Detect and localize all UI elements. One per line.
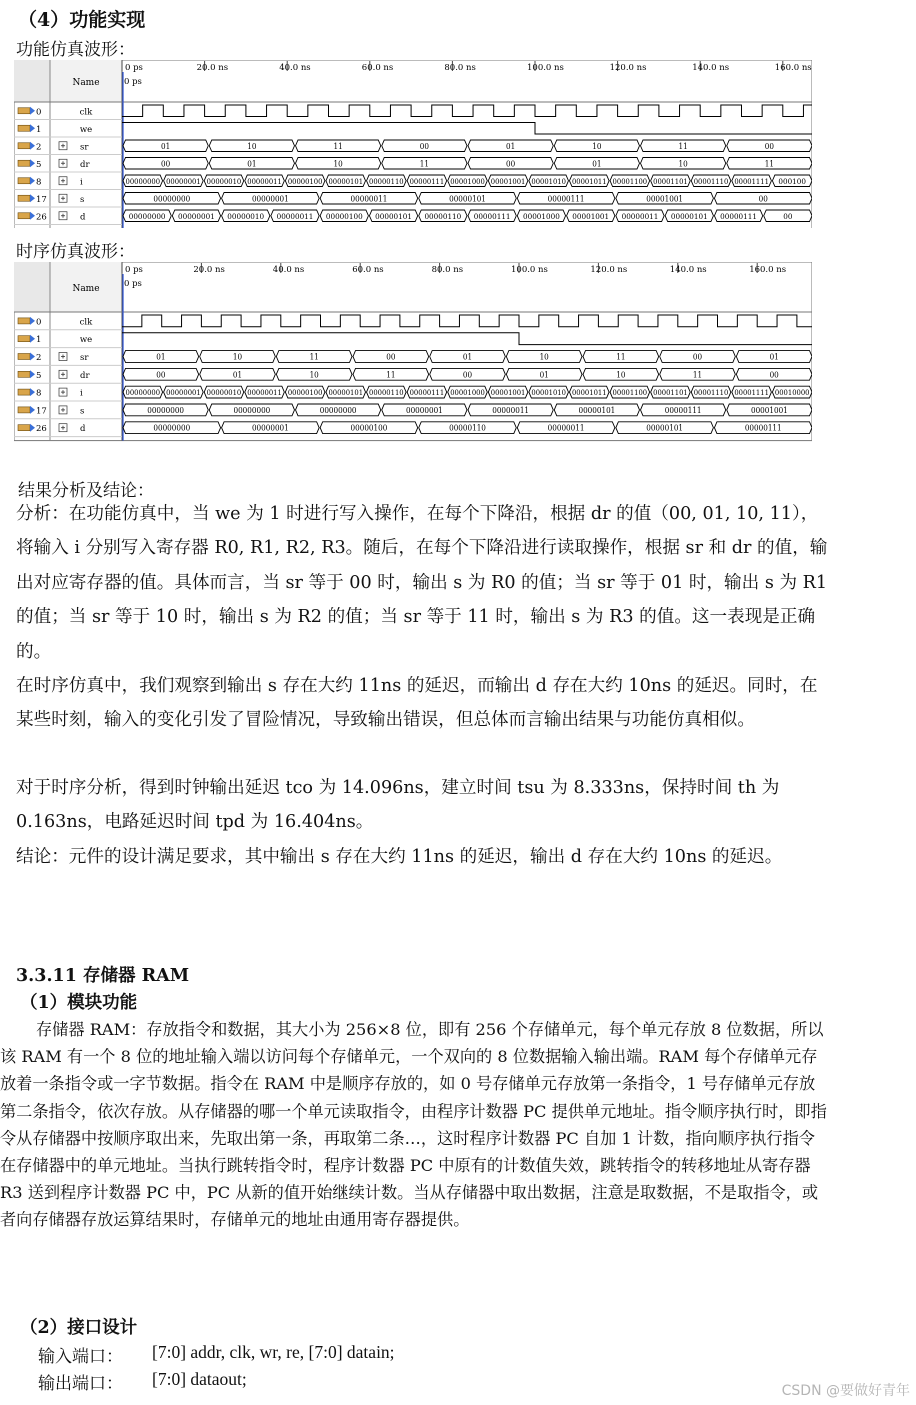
timing-waveform <box>14 262 812 444</box>
row-index: 17 <box>36 194 47 205</box>
row-index: 0 <box>36 107 42 118</box>
bus-value-label: 00000111 <box>473 212 511 221</box>
bus-value-label: 00000111 <box>409 389 445 398</box>
bus-value-label: 00000000 <box>125 177 161 186</box>
cursor-time-label: 0 ps <box>124 77 142 87</box>
pin-icon <box>18 143 30 149</box>
bus-value-label: 00000100 <box>350 423 388 433</box>
row-index: 5 <box>36 159 42 170</box>
output-ports-label: 输出端口： <box>38 1374 123 1394</box>
pin-icon <box>18 336 30 342</box>
bus-value-label: 00000000 <box>319 405 357 415</box>
bus-value-label: 10 <box>309 370 319 380</box>
bus-value-label: 00000010 <box>206 389 242 398</box>
signal-name: s <box>80 406 85 417</box>
bus-value-label: 00000011 <box>247 177 282 186</box>
bus-value-label: 00 <box>769 370 779 380</box>
bus-value-label: 00000001 <box>178 212 215 221</box>
bus-value-label: 00001000 <box>450 177 485 186</box>
bus-value-label: 01 <box>156 352 166 362</box>
bus-value-label: 11 <box>419 159 429 169</box>
time-tick-label: 120.0 ns <box>590 265 628 275</box>
bus-value-label: 10 <box>592 141 602 151</box>
functional-waveform-svg <box>14 60 812 228</box>
bus-value-label: 10 <box>539 352 549 362</box>
bus-value-label: 00000000 <box>153 194 191 204</box>
bus-value-label: 00 <box>161 159 171 169</box>
signal-name: we <box>79 335 93 346</box>
bus-value-label: 00000001 <box>251 423 289 433</box>
bus-value-label: 10 <box>616 370 626 380</box>
bus-value-label: 00000111 <box>744 423 782 433</box>
bus-value-label: 01 <box>506 141 516 151</box>
pin-icon <box>18 354 30 360</box>
row-index: 5 <box>36 370 42 381</box>
bus-value-label: 00000011 <box>547 423 585 433</box>
bus-value-label: 00001000 <box>523 212 560 221</box>
signal-name: i <box>80 177 83 188</box>
bus-value-label: 00 <box>386 352 396 362</box>
bus-value-label: 00001011 <box>571 177 607 186</box>
signal-name: d <box>80 424 86 435</box>
bus-value-label: 00 <box>506 159 516 169</box>
time-tick-label: 140.0 ns <box>692 63 730 73</box>
row-index: 17 <box>36 406 47 417</box>
row-index: 8 <box>36 388 42 399</box>
bus-value-label: 00001110 <box>693 177 729 186</box>
pin-icon <box>18 108 30 114</box>
time-tick-label: 60.0 ns <box>361 63 394 73</box>
pin-icon <box>18 160 30 166</box>
timing-waveform-caption: 时序仿真波形： <box>16 242 135 262</box>
time-tick-label: 140.0 ns <box>669 265 707 275</box>
name-column-header: Name <box>72 284 100 294</box>
time-tick-label: 160.0 ns <box>774 63 812 73</box>
bus-value-label: 00000000 <box>153 423 191 433</box>
pin-icon <box>18 213 30 219</box>
bus-value-label: 00001010 <box>531 177 566 186</box>
bus-value-label: 00000000 <box>147 405 185 415</box>
bus-value-label: 00 <box>462 370 473 380</box>
time-tick-label: 20.0 ns <box>196 63 229 73</box>
signal-name: s <box>80 194 85 205</box>
bus-value-label: 00010000 <box>774 389 810 398</box>
bus-value-label: 00000001 <box>405 405 443 415</box>
bus-value-label: 00000111 <box>664 405 702 415</box>
bus-value-label: 01 <box>247 159 257 169</box>
pin-icon <box>18 425 30 431</box>
pin-icon <box>18 178 30 184</box>
bus-value-label: 00000101 <box>449 194 486 204</box>
bus-value-label: 00000111 <box>720 212 757 221</box>
signal-name: i <box>80 388 83 399</box>
bus-value-label: 01 <box>769 352 779 362</box>
row-index: 1 <box>36 335 42 346</box>
bus-value-label: 00000111 <box>547 194 585 204</box>
time-tick-label: 40.0 ns <box>272 265 305 275</box>
bus-value-label: 00000000 <box>233 405 271 415</box>
header-index-cell <box>14 60 50 102</box>
bus-value-label: 00001010 <box>531 389 566 398</box>
bus-value-label: 11 <box>692 370 703 380</box>
bus-value-label: 00000101 <box>670 212 708 221</box>
bus-value-label: 00000011 <box>276 212 314 221</box>
bus-value-label: 00000110 <box>449 423 486 433</box>
bus-value-label: 00 <box>783 212 793 221</box>
csdn-watermark: CSDN @要做好青年 <box>781 1383 910 1399</box>
bus-value-label: 00001101 <box>653 389 688 398</box>
timing-waveform-svg <box>14 262 812 444</box>
bus-value-label: 10 <box>232 352 243 362</box>
cursor-time-label: 0 ps <box>124 279 142 289</box>
signal-name: clk <box>79 107 93 118</box>
row-index: 8 <box>36 177 42 188</box>
signal-name: dr <box>80 370 90 381</box>
time-tick-label: 80.0 ns <box>431 265 464 275</box>
bus-value-label: 00000110 <box>369 177 404 186</box>
time-tick-label: 0 ps <box>125 63 143 73</box>
time-tick-label: 0 ps <box>125 265 143 275</box>
bus-value-label: 01 <box>592 159 602 169</box>
module-function-heading: （1）模块功能 <box>20 993 138 1013</box>
functional-waveform-caption: 功能仿真波形： <box>16 40 135 60</box>
bus-value-label: 01 <box>161 141 171 151</box>
bus-value-label: 00000100 <box>287 177 323 186</box>
bus-value-label: 00001110 <box>693 389 729 398</box>
analysis-paragraph-3: 对于时序分析，得到时钟输出延迟 tco 为 14.096ns，建立时间 tsu 为 8.333ns，保持时间 th 为 0.163ns，电路延迟时间 tpd 为 16.404ns。 <box>16 778 780 833</box>
bus-value-label: 000100 <box>778 177 807 186</box>
signal-name: clk <box>79 317 93 328</box>
pin-icon <box>18 371 30 377</box>
bus-value-label: 00001101 <box>653 177 688 186</box>
signal-name: we <box>79 124 93 135</box>
bus-value-label: 01 <box>232 370 243 380</box>
analysis-heading: 结果分析及结论： <box>18 481 154 501</box>
time-tick-label: 40.0 ns <box>279 63 311 73</box>
row-index: 26 <box>36 424 47 435</box>
bus-value-label: 00000101 <box>328 389 364 398</box>
bus-value-label: 00000001 <box>166 389 201 398</box>
signal-name: dr <box>80 159 90 170</box>
row-index: 2 <box>36 142 42 153</box>
bus-value-label: 00000010 <box>206 177 242 186</box>
pin-icon <box>18 389 30 395</box>
output-ports-value: [7:0] dataout; <box>152 1369 247 1389</box>
signal-name: sr <box>80 142 89 153</box>
bus-value-label: 00000011 <box>247 389 282 398</box>
row-index: 2 <box>36 353 42 363</box>
time-tick-label: 100.0 ns <box>511 265 548 275</box>
bus-value-label: 00001000 <box>450 389 485 398</box>
row-index: 0 <box>36 317 42 328</box>
bus-value-label: 00001001 <box>490 389 526 398</box>
bus-value-label: 00000110 <box>369 389 404 398</box>
bus-value-label: 10 <box>678 159 688 169</box>
bus-value-label: 11 <box>309 352 319 362</box>
bus-value-label: 10 <box>333 159 343 169</box>
bus-value-label: 00001100 <box>612 389 648 398</box>
bus-value-label: 00001001 <box>750 405 788 415</box>
bus-value-label: 00000011 <box>621 212 659 221</box>
bus-value-label: 11 <box>764 159 774 169</box>
pin-icon <box>18 125 30 131</box>
bus-value-label: 00000101 <box>328 177 364 186</box>
ram-section-heading: 3.3.11 存储器 RAM <box>16 966 190 986</box>
bus-value-label: 00000100 <box>325 212 363 221</box>
row-index: 26 <box>36 212 47 223</box>
time-tick-label: 100.0 ns <box>527 63 564 73</box>
bus-value-label: 00001111 <box>734 177 769 186</box>
functional-waveform <box>14 60 812 228</box>
pin-icon <box>18 407 30 413</box>
analysis-paragraph-4: 结论：元件的设计满足要求，其中输出 s 存在大约 11ns 的延迟，输出 d 存在大约 10ns 的延迟。 <box>16 847 783 867</box>
bus-value-label: 01 <box>539 370 549 380</box>
time-tick-label: 80.0 ns <box>444 63 476 73</box>
bus-value-label: 00000010 <box>227 212 265 221</box>
bus-value-label: 11 <box>386 370 396 380</box>
bus-value-label: 00 <box>156 370 166 380</box>
bus-value-label: 00000011 <box>350 194 388 204</box>
bus-value-label: 00000101 <box>646 423 684 433</box>
input-ports-value: [7:0] addr, clk, wr, re, [7:0] datain; <box>152 1342 395 1362</box>
bus-value-label: 01 <box>462 352 473 362</box>
bus-value-label: 00 <box>419 141 429 151</box>
analysis-paragraph-2: 在时序仿真中，我们观察到输出 s 存在大约 11ns 的延迟，而输出 d 存在大约 10ns 的延迟。同时，在某些时刻，输入的变化引发了冒险情况，导致输出错误，但总体而言输出结果与功能仿真相似。 <box>16 676 818 731</box>
bus-value-label: 00000111 <box>409 177 445 186</box>
bus-value-label: 11 <box>333 141 343 151</box>
pin-icon <box>18 318 30 324</box>
bus-value-label: 00001001 <box>572 212 610 221</box>
bus-value-label: 00000101 <box>375 212 412 221</box>
bus-value-label: 00000001 <box>251 194 289 204</box>
analysis-paragraph-1: 分析：在功能仿真中，当 we 为 1 时进行写入操作，在每个下降沿，根据 dr 的值（00, 01, 10, 11），将输入 i 分别写入寄存器 R0, R1, R2, R3。随后，在每个下降沿进行读取操作，根据 sr 和 dr 的值，输出对应寄存器的值。具体而言，当 sr 等于 00 时，输出 s 为 R0 的值；当 sr 等于 01 时，输出 s 为 R1 的值；当 sr 等于 10 时，输出 s 为 R2 的值；当 sr 等于 11 时，输出 s 为 R3 的值。这一表现是正确的。 <box>16 504 828 662</box>
bus-value-label: 00000101 <box>578 405 616 415</box>
bus-value-label: 00 <box>764 141 774 151</box>
signal-name: d <box>80 212 86 223</box>
bus-value-label: 00001100 <box>612 177 648 186</box>
time-tick-label: 160.0 ns <box>749 265 787 275</box>
bus-value-label: 00001001 <box>646 194 684 204</box>
ram-description-paragraph: 存储器 RAM：存放指令和数据，其大小为 256×8 位，即有 256 个存储单元，每个单元存放 8 位数据，所以该 RAM 有一个 8 位的地址输入端以访问每个存储单元，一个双向的 8 位数据输入输出端。RAM 每个存储单元存放着一条指令或一字节数据。指令在 RAM 中是顺序存放的，如 0 号存储单元存放第一条指令，1 号存储单元存放第二条指令，依次存放。从存储器的哪一个单元读取指令，由程序计数器 PC 提供单元地址。指令顺序执行时，即指令从存储器中按顺序取出来，先取出第一条，再取第二条…，这时程序计数器 PC 自加 1 计数，指向顺序执行指令在存储器中的单元地址。当执行跳转指令时，程序计数器 PC 中原有的计数值失效，跳转指令的转移地址从寄存器 R3 送到程序计数器 PC 中，PC 从新的值开始继续计数。当从存储器中取出数据，注意是取数据，不是取指令，或者向存储器存放运算结果时，存储单元的地址由通用寄存器提供。 <box>0 1020 827 1230</box>
name-column-header: Name <box>72 78 100 88</box>
bus-value-label: 00000000 <box>128 212 166 221</box>
bus-value-label: 11 <box>678 141 688 151</box>
bus-value-label: 00001001 <box>490 177 526 186</box>
bus-value-label: 00000011 <box>492 405 530 415</box>
bus-value-label: 00000001 <box>166 177 201 186</box>
header-index-cell <box>14 262 50 312</box>
time-tick-label: 20.0 ns <box>193 265 225 275</box>
bus-value-label: 00000110 <box>424 212 462 221</box>
time-tick-label: 120.0 ns <box>609 63 647 73</box>
bus-value-label: 00 <box>692 352 703 362</box>
signal-name: sr <box>80 353 89 363</box>
bus-value-label: 10 <box>247 141 257 151</box>
section-heading: （4）功能实现 <box>18 9 146 31</box>
row-index: 1 <box>36 124 42 135</box>
bus-value-label: 00000100 <box>287 389 323 398</box>
pin-icon <box>18 195 30 201</box>
input-ports-label: 输入端口： <box>38 1347 123 1367</box>
bus-value-label: 11 <box>616 352 626 362</box>
interface-design-heading: （2）接口设计 <box>20 1318 138 1338</box>
bus-value-label: 00001011 <box>571 389 607 398</box>
time-tick-label: 60.0 ns <box>352 265 384 275</box>
bus-value-label: 00 <box>758 194 768 204</box>
bus-value-label: 00001111 <box>734 389 769 398</box>
bus-value-label: 00000000 <box>125 389 161 398</box>
